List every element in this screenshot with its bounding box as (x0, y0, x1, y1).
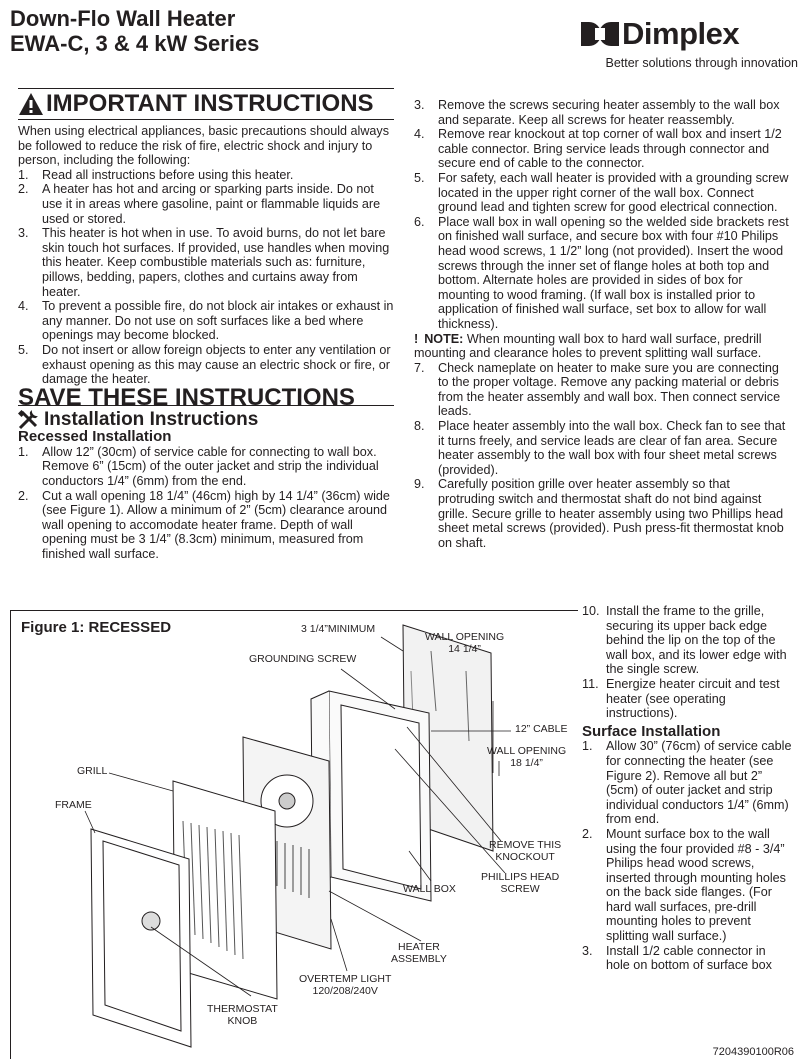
exploded-diagram (11, 611, 578, 1059)
list-item-number: 4. (18, 299, 29, 314)
label-wall-opening-width: WALL OPENING 14 1/4” (425, 631, 505, 655)
list-item (582, 677, 792, 721)
list-item-text: Check nameplate on heater to make sure you are connecting to the proper voltage. Remove any packing material or debris from the heater assembly and wall box. Then connect service leads. (438, 360, 781, 419)
list-item-number: 5. (18, 342, 29, 357)
label-grill: GRILL (77, 765, 108, 777)
list-item (414, 361, 790, 419)
list-item-text: Energize heater circuit and test heater (see operating instructions). (606, 676, 780, 721)
list-item-number: 1. (18, 444, 29, 459)
list-item-text: Install 1/2 cable connector in hole on bottom of surface box (606, 943, 772, 973)
list-item (18, 299, 394, 343)
list-item (582, 944, 792, 973)
list-item-number: 2. (582, 826, 593, 841)
list-item-number: 1. (582, 739, 593, 754)
surface-list (582, 739, 792, 973)
label-knockout: REMOVE THIS KNOCKOUT (489, 839, 562, 863)
list-item (414, 171, 790, 215)
list-item-text: Remove rear knockout at top corner of wall box and insert 1/2 cable connector. Bring service leads through connector and secure end of cable to the connector. (438, 127, 782, 171)
label-heater-assembly: HEATER ASSEMBLY (391, 941, 447, 965)
label-thermostat-knob: THERMOSTAT KNOB (207, 1003, 278, 1027)
narrow-column (582, 604, 792, 973)
frame-shape (91, 829, 191, 1047)
list-item (18, 489, 394, 562)
label-cable: 12” CABLE (515, 723, 568, 735)
save-instructions: SAVE THESE INSTRUCTIONS (18, 391, 394, 407)
list-item-number: 3. (18, 226, 29, 241)
list-item-text: Cut a wall opening 18 1/4” (46cm) high by 14 1/4” (36cm) wide (see Figure 1). Allow a minimum of 2” (5cm) clearance around wall opening to accomodate heater frame. Depth of wall opening must be 3 1/4” (8.3cm) minimum, measured from finished wall surface. (42, 488, 390, 562)
label-overtemp-light: OVERTEMP LIGHT 120/208/240V (299, 973, 392, 997)
list-item-number: 2. (18, 488, 29, 503)
important-heading (18, 88, 394, 120)
note-text: When mounting wall box to hard wall surface, predrill mounting and clearance holes to prevent splitting wall surface. (414, 331, 762, 361)
figure-recessed (10, 610, 578, 1059)
list-item-text: Mount surface box to the wall using the four provided #8 - 3/4” Philips head wood screws, inserted through mounting holes on the back side flanges. (For hard wall surfaces, pre-drill mounting holes to prevent splitting wall surface.) (606, 826, 786, 944)
list-item-text: A heater has hot and arcing or sparking parts inside. Do not use it in areas where gasoline, paint or flammable liquids are used or stored. (42, 182, 381, 226)
recessed-list-right-2 (414, 361, 790, 551)
list-item-number: 3. (582, 943, 593, 958)
label-grounding-screw: GROUNDING SCREW (249, 653, 357, 665)
right-column (414, 98, 790, 550)
left-column (18, 88, 394, 562)
list-item (18, 182, 394, 226)
recessed-heading: Recessed Installation (18, 428, 172, 446)
label-phillips-screw: PHILLIPS HEAD SCREW (481, 871, 560, 895)
list-item-text: To prevent a possible fire, do not block air intakes or exhaust in any manner. Do not use on soft surfaces like a bed where openings may become blocked. (42, 299, 394, 343)
list-item-text: Allow 30” (76cm) of service cable for connecting the heater (see Figure 2). Remove all but 2” (5cm) of outer jacket and strip individual conductors 1/4” (6mm) from end. (606, 739, 792, 827)
warning-icon (18, 92, 44, 116)
installation-heading (18, 410, 394, 430)
tools-icon (18, 410, 40, 430)
label-frame: FRAME (55, 799, 92, 811)
list-item-text: This heater is hot when in use. To avoid burns, do not let bare skin touch hot surfaces. If provided, use handles when moving this heater. Keep combustible materials such as: furniture, pillows, bedding, papers, clothes and curtains away from heater. (42, 226, 390, 299)
installation-heading-text: Installation Instructions (44, 408, 259, 430)
list-item-number: 1. (18, 167, 29, 182)
list-item (18, 226, 394, 299)
title-line-1: Down-Flo Wall Heater (10, 6, 236, 31)
list-item-number: 3. (414, 98, 425, 112)
recessed-list-left (18, 445, 394, 562)
list-item (582, 739, 792, 827)
list-item (414, 127, 790, 171)
list-item-text: Place wall box in wall opening so the welded side brackets rest on finished wall surface, and secure box with four #10 Philips head wood screws, 1 1/2” long (not provided). Insert the wood screws through the inner set of flange holes at both top and bottom. Alternate holes are provided in sides of box for mounting to wood framing. (If wall box is installed prior to application of finished wall surface, set box to allow for wall thickness). (438, 214, 789, 331)
list-item-text: Read all instructions before using this heater. (42, 167, 294, 182)
surface-heading: Surface Installation (582, 722, 721, 740)
list-item (414, 215, 790, 332)
list-item-text: Place heater assembly into the wall box. Check fan to see that it turns freely, and service leads are clear of fan area. Secure heater assembly to the wall box with four sheet metal screws (provided). (438, 419, 786, 477)
list-item-text: Remove the screws securing heater assembly to the wall box and separate. Keep all screws for heater reassembly. (438, 98, 780, 127)
brand-logo (578, 16, 798, 74)
important-list (18, 168, 394, 387)
list-item (414, 419, 790, 477)
list-item-number: 4. (414, 127, 425, 142)
list-item-number: 6. (414, 214, 425, 229)
note-label: NOTE: (424, 331, 464, 346)
list-item-text: Install the frame to the grille, securing its upper back edge behind the lip on the top of the wall box, and its lower edge with the single screw. (606, 604, 787, 677)
important-intro: When using electrical appliances, basic precautions should always be followed to reduce the risk of fire, electric shock and injury to person, including the following: (18, 124, 390, 168)
list-item (582, 827, 792, 944)
brand-name: Dimplex (622, 16, 740, 51)
list-item (414, 477, 790, 550)
list-item (18, 168, 394, 183)
document-title (10, 6, 259, 56)
list-item (18, 445, 394, 489)
dimplex-logo-icon (578, 18, 622, 50)
list-item-text: Do not insert or allow foreign objects to enter any ventilation or exhaust opening as this may cause an electric shock or fire, or damage the heater. (42, 342, 391, 387)
recessed-list-right (414, 98, 790, 332)
list-item-number: 11. (582, 676, 599, 691)
list-item-text: For safety, each wall heater is provided with a grounding screw located in the upper right corner of the wall box. Connect ground lead and tighten screw for good electrical connection. (438, 170, 789, 215)
list-item-text: Allow 12” (30cm) of service cable for connecting to wall box. Remove 6” (15cm) of the outer jacket and strip the individual conductors 1/4” (6mm) from the end. (42, 444, 379, 489)
list-item (18, 343, 394, 387)
list-item-text: Carefully position grille over heater assembly so that protruding switch and thermostat shaft do not bind against grille. Secure grille to heater assembly using two Phillips head sheet metal screws (provided). Push press-fit thermostat knob on shaft. (438, 477, 784, 550)
list-item-number: 10. (582, 604, 600, 618)
list-item-number: 5. (414, 170, 425, 185)
list-item (582, 604, 792, 677)
part-number: 7204390100R06 (712, 1046, 794, 1058)
brand-tagline: Better solutions through innovation (605, 56, 798, 70)
list-item-number: 2. (18, 182, 29, 197)
list-item-number: 9. (414, 477, 425, 492)
list-item-number: 8. (414, 419, 425, 434)
label-wall-box: WALL BOX (403, 883, 456, 895)
final-steps-list (582, 604, 792, 721)
list-item-number: 7. (414, 360, 425, 375)
label-minimum: 3 1/4”MINIMUM (301, 623, 376, 635)
note (414, 332, 790, 361)
label-wall-opening-height: WALL OPENING 18 1/4” (487, 745, 567, 769)
title-line-2: EWA-C, 3 & 4 kW Series (10, 31, 260, 56)
list-item (414, 98, 790, 127)
figure-title: Figure 1: RECESSED (21, 619, 172, 636)
important-heading-text: IMPORTANT INSTRUCTIONS (46, 90, 374, 117)
caution-icon: ! (414, 331, 419, 346)
